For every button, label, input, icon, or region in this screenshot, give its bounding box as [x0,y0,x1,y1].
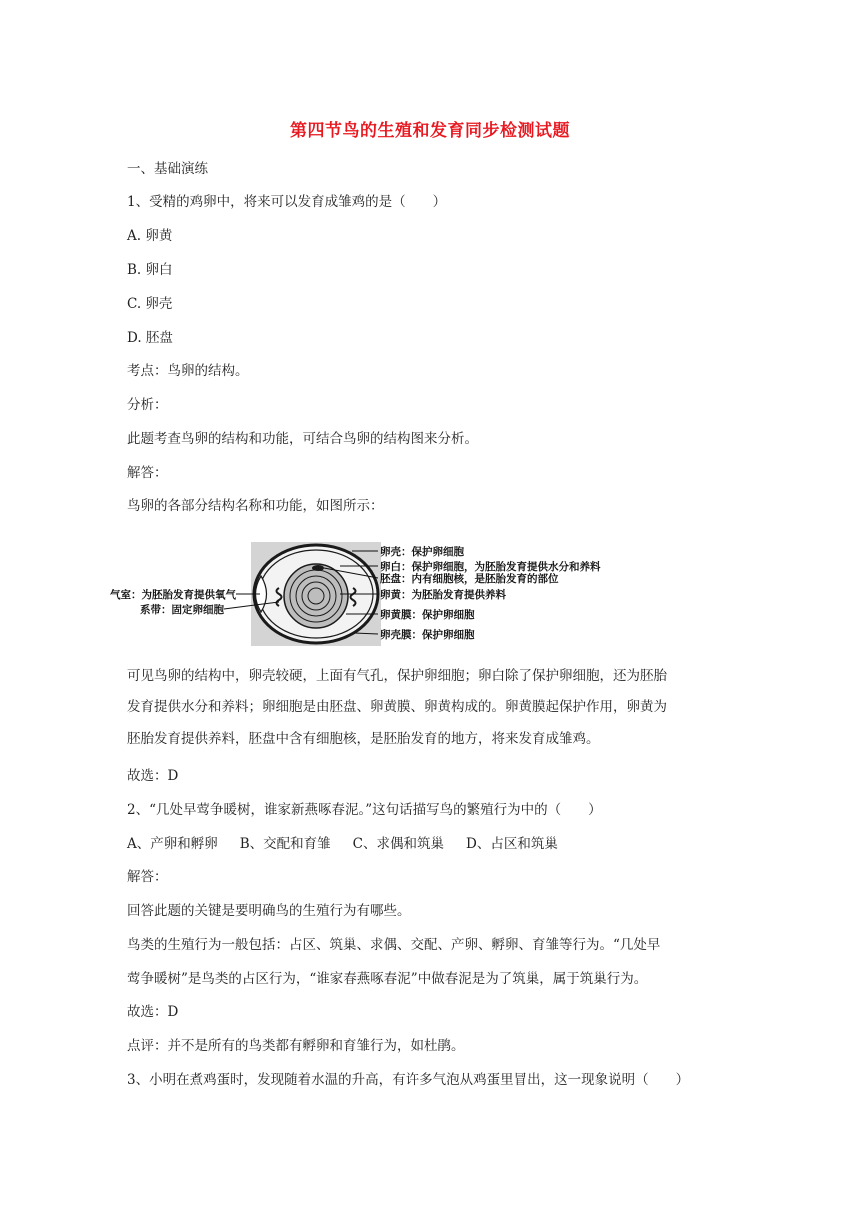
q1-stem: 1、受精的鸡卵中，将来可以发育成雏鸡的是（ ） [127,194,447,210]
section-heading: 一、基础演练 [127,161,208,177]
q1-option-c: C. 卵壳 [127,296,173,312]
label-disc: 胚盘：内有细胞核，是胚胎发育的部位 [380,573,559,585]
q1-option-a: A. 卵黄 [127,228,173,244]
label-chalaza: 系带：固定卵细胞 [140,604,224,616]
label-shell: 卵壳：保护卵细胞 [380,546,464,558]
q2-option-a: A、产卵和孵卵 [127,836,218,852]
q3-stem: 3、小明在煮鸡蛋时，发现随着水温的升高，有许多气泡从鸡蛋里冒出，这一现象说明（ ） [127,1072,690,1088]
label-yolk-membrane: 卵黄膜：保护卵细胞 [380,609,475,621]
q1-option-d: D. 胚盘 [127,330,173,346]
q1-answer: 故选：D [127,768,179,784]
q1-option-b: B. 卵白 [127,262,173,278]
q1-jieda: 鸟卵的各部分结构名称和功能，如图所示： [127,498,384,514]
egg-structure-figure [110,536,620,648]
label-air: 气室：为胚胎发育提供氧气 [110,589,236,601]
q2-stem: 2、“几处早莺争暖树，谁家新燕啄春泥。”这句话描写鸟的繁殖行为中的（ ） [127,802,602,818]
label-yolk: 卵黄：为胚胎发育提供养料 [380,589,506,601]
q2-explain-1: 鸟类的生殖行为一般包括：占区、筑巢、求偶、交配、产卵、孵卵、育雏等行为。“几处早 [127,937,661,953]
q2-option-c: C、求偶和筑巢 [352,836,445,852]
q1-explain-2: 发育提供水分和养料；卵细胞是由胚盘、卵黄膜、卵黄构成的。卵黄膜起保护作用，卵黄为 [127,699,667,715]
page-title: 第四节鸟的生殖和发育同步检测试题 [290,121,570,141]
q2-option-b: B、交配和育雏 [239,836,331,852]
q2-comment: 点评：并不是所有的鸟类都有孵卵和育雏行为，如杜鹃。 [127,1038,465,1054]
label-shell-membrane: 卵壳膜：保护卵细胞 [380,629,475,641]
q2-options [127,835,558,853]
q2-answer: 故选：D [127,1004,179,1020]
q1-explain-3: 胚胎发育提供养料，胚盘中含有细胞核，是胚胎发育的地方，将来发育成雏鸡。 [127,731,600,747]
q1-jieda-label: 解答： [127,465,168,481]
q2-explain-2: 莺争暖树”是鸟类的占区行为，“谁家春燕啄春泥”中做春泥是为了筑巢，属于筑巢行为。 [127,971,648,987]
label-white: 卵白：保护卵细胞，为胚胎发育提供水分和养料 [380,561,601,573]
q1-fenxi-label: 分析： [127,397,168,413]
q1-fenxi: 此题考查鸟卵的结构和功能，可结合鸟卵的结构图来分析。 [127,431,478,447]
q1-kaodian: 考点：鸟卵的结构。 [127,363,249,379]
q1-explain-1: 可见鸟卵的结构中，卵壳较硬，上面有气孔，保护卵细胞；卵白除了保护卵细胞，还为胚胎 [127,668,667,684]
q2-option-d: D、占区和筑巢 [466,836,558,852]
q2-jieda: 回答此题的关键是要明确鸟的生殖行为有哪些。 [127,903,411,919]
q2-jieda-label: 解答： [127,869,168,885]
